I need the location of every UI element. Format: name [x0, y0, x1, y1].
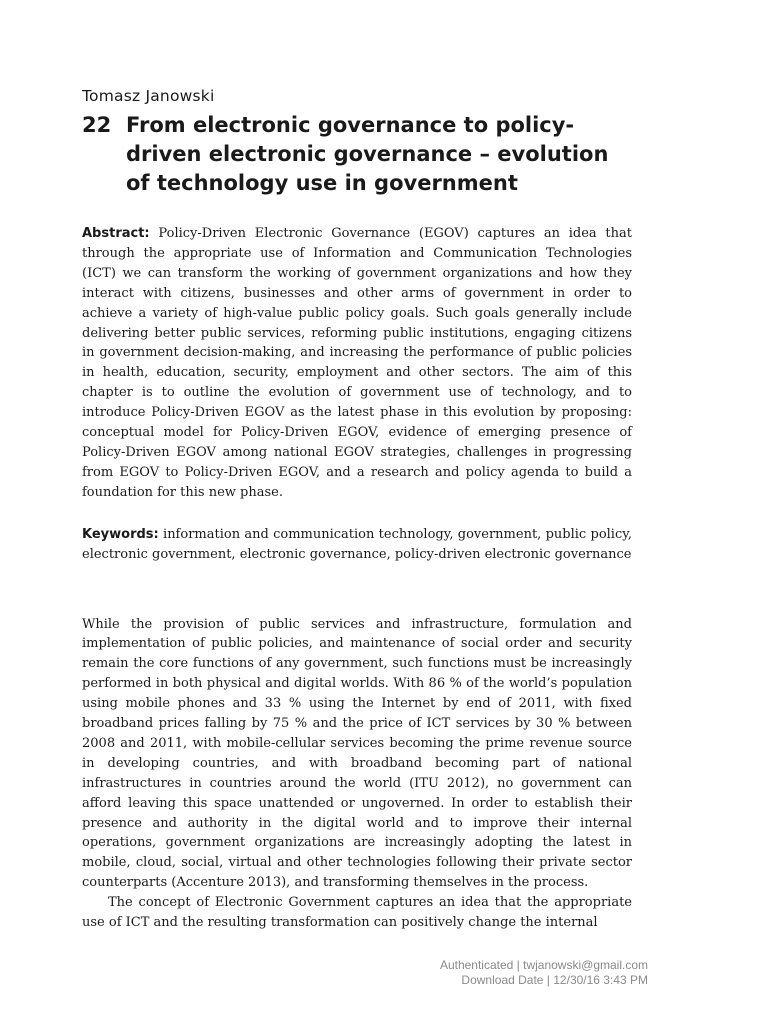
- authenticated-line: Authenticated | twjanowski@gmail.com: [439, 958, 648, 972]
- download-date-line: Download Date | 12/30/16 3:43 PM: [461, 973, 648, 987]
- author-name: Tomasz Janowski: [82, 87, 215, 105]
- keywords-label: Keywords:: [82, 526, 159, 542]
- abstract-section: [82, 224, 632, 503]
- chapter-number: 22: [82, 113, 112, 137]
- abstract-label: Abstract:: [82, 226, 150, 241]
- chapter-title: From electronic governance to policy-driven electronic governance – evolution of technology use in government: [126, 113, 609, 195]
- keywords-section: [82, 525, 632, 565]
- chapter-heading: [82, 111, 632, 198]
- body-text: [82, 615, 632, 934]
- body-paragraph-2: The concept of Electronic Government captures an idea that the appropriate use of ICT and the resulting transformation can positively change the internal: [82, 895, 632, 931]
- download-footer: [440, 958, 648, 988]
- document-page: [82, 86, 632, 933]
- body-paragraph-1: While the provision of public services and infrastructure, formulation and implementation of public policies, and maintenance of social order and security remain the core functions of any government, such functions must be increasingly performed in both physical and digital worlds. With 86 % of the world’s population using mobile phones and 33 % using the Internet by end of 2011, with fixed broadband prices falling by 75 % and the price of ICT services by 30 % between 2008 and 2011, with mobile-cellular services becoming the prime revenue source in developing countries, and with broadband becoming part of national infrastructures in countries around the world (ITU 2012), no government can afford leaving this space unattended or ungoverned. In order to establish their presence and authority in the digital world and to improve their internal operations, government organizations are increasingly adopting the latest in mobile, cloud, social, virtual and other technologies following their private sector counterparts (Accenture 2013), and transforming themselves in the process.: [82, 616, 632, 891]
- keywords-text: information and communication technology, government, public policy, electronic government, electronic governance, policy-driven electronic governance: [82, 526, 632, 562]
- abstract-text: Policy-Driven Electronic Governance (EGOV) captures an idea that through the appropriate use of Information and Communication Technologies (ICT) we can transform the working of government organizations and how they interact with citizens, businesses and other arms of government in order to achieve a variety of high-value public policy goals. Such goals generally include delivering better public services, reforming public institutions, engaging citizens in government decision-making, and increasing the performance of public policies in health, education, security, employment and other sectors. The aim of this chapter is to outline the evolution of government use of technology, and to introduce Policy-Driven EGOV as the latest phase in this evolution by proposing: conceptual model for Policy-Driven EGOV, evidence of emerging presence of Policy-Driven EGOV among national EGOV strategies, challenges in progressing from EGOV to Policy-Driven EGOV, and a research and policy agenda to build a foundation for this new phase.: [82, 226, 633, 500]
